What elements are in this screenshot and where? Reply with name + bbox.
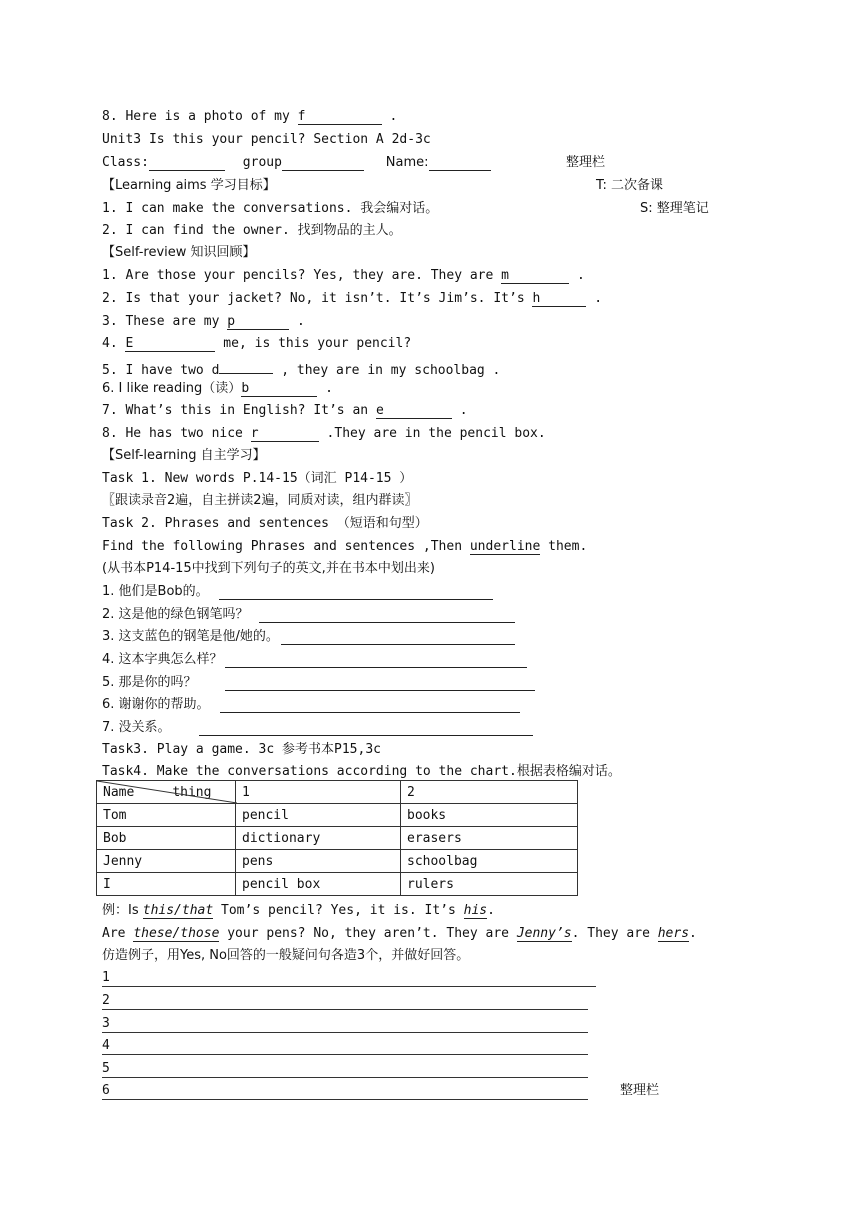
sentence-7: 7. 没关系。 [102, 720, 533, 736]
cell: Jenny [97, 850, 236, 873]
sentence-5: 5. 那是你的吗？ [102, 675, 535, 691]
answer-line[interactable] [281, 630, 515, 645]
answer-line[interactable] [220, 698, 520, 713]
task-1-note: 〖跟读录音2遍，自主拼读2遍，同质对读，组内群读〗 [102, 493, 418, 508]
find-note: (从书本P14-15中找到下列句子的英文,并在书本中划出来) [102, 561, 435, 576]
table-header-row [97, 781, 578, 804]
review-item-6: 6. I like reading（读）b . [102, 381, 333, 396]
header-col-1: 1 [236, 781, 401, 804]
write-line-5[interactable]: 5 [102, 1061, 588, 1078]
example-instruction: 仿造例子，用Yes, No回答的一般疑问句各造3个，并做好回答。 [102, 948, 470, 963]
answer-blank[interactable]: e [376, 404, 452, 419]
task-4: Task4. Make the conversations according to the chart.根据表格编对话。 [102, 764, 621, 779]
cell: dictionary [236, 827, 401, 850]
write-line-2[interactable]: 2 [102, 993, 588, 1010]
unit-title: Unit3 Is this your pencil? Section A 2d-3c [102, 132, 431, 147]
name-blank[interactable] [429, 156, 491, 171]
find-instruction: Find the following Phrases and sentences ,Then underline them. [102, 539, 588, 554]
answer-line[interactable] [225, 676, 535, 691]
sentence-3: 3. 这支蓝色的钢笔是他/她的。 [102, 629, 515, 645]
table-row [97, 850, 578, 873]
example-line-1: 例：Is this/that Tom’s pencil? Yes, it is. It’s his. [102, 903, 495, 918]
review-item-3: 3. These are my p . [102, 314, 305, 329]
answer-blank[interactable] [219, 359, 273, 374]
answer-blank[interactable]: h [532, 292, 586, 307]
class-blank[interactable] [149, 156, 225, 171]
answer-line[interactable] [199, 721, 533, 736]
side-note-s: S: 整理笔记 [640, 201, 709, 216]
aims-heading: 【Learning aims 学习目标】 [102, 178, 276, 193]
write-line-1[interactable]: 1 [102, 970, 596, 987]
write-line-3[interactable]: 3 [102, 1016, 588, 1033]
cell: books [401, 804, 578, 827]
answer-blank[interactable]: E [125, 337, 215, 352]
cell: Bob [97, 827, 236, 850]
answer-blank[interactable]: r [251, 427, 319, 442]
example-line-2: Are these/those your pens? No, they aren’t. They are Jenny’s. They are hers. [102, 926, 697, 941]
write-line-6[interactable]: 6 [102, 1083, 588, 1100]
cell: pens [236, 850, 401, 873]
answer-line[interactable] [225, 653, 527, 668]
sentence-6: 6. 谢谢你的帮助。 [102, 697, 520, 713]
cell: schoolbag [401, 850, 578, 873]
answer-blank[interactable]: p [227, 315, 289, 330]
chart-table [96, 780, 578, 896]
cell: pencil box [236, 873, 401, 896]
aim-item-1: 1. I can make the conversations. 我会编对话。 [102, 201, 439, 216]
answer-blank[interactable]: f [298, 110, 382, 125]
table-row [97, 827, 578, 850]
prev-item-8: 8. Here is a photo of my f . [102, 109, 398, 124]
class-row: Class: group Name: [102, 155, 491, 171]
header-col-2: 2 [401, 781, 578, 804]
answer-line[interactable] [219, 585, 493, 600]
answer-line[interactable] [259, 608, 515, 623]
cell: erasers [401, 827, 578, 850]
aim-item-2: 2. I can find the owner. 找到物品的主人。 [102, 223, 402, 238]
task-3: Task3. Play a game. 3c 参考书本P15,3c [102, 742, 381, 757]
sentence-1: 1. 他们是Bob的。 [102, 584, 493, 600]
review-item-7: 7. What’s this in English? It’s an e . [102, 403, 468, 418]
learning-heading: 【Self-learning 自主学习】 [102, 448, 266, 463]
header-name-thing: Name thing [97, 781, 236, 804]
cell: pencil [236, 804, 401, 827]
review-item-1: 1. Are those your pencils? Yes, they are. They are m . [102, 268, 585, 283]
cell: I [97, 873, 236, 896]
task-2: Task 2. Phrases and sentences （短语和句型） [102, 516, 428, 531]
side-note-zhengli-bottom: 整理栏 [620, 1083, 660, 1098]
sentence-2: 2. 这是他的绿色钢笔吗？ [102, 607, 515, 623]
review-item-2: 2. Is that your jacket? No, it isn’t. It’s Jim’s. It’s h . [102, 291, 603, 306]
write-line-4[interactable]: 4 [102, 1038, 588, 1055]
table-row [97, 873, 578, 896]
review-heading: 【Self-review 知识回顾】 [102, 245, 256, 260]
review-item-8: 8. He has two nice r .They are in the pencil box. [102, 426, 546, 441]
cell: Tom [97, 804, 236, 827]
answer-blank[interactable]: m [501, 269, 569, 284]
review-item-5: 5. I have two d , they are in my schoolbag . [102, 359, 500, 379]
side-note-zhengli: 整理栏 [566, 155, 606, 170]
diagonal-line [97, 781, 237, 803]
side-note-t: T: 二次备课 [596, 178, 664, 193]
group-blank[interactable] [282, 156, 364, 171]
sentence-4: 4. 这本字典怎么样？ [102, 652, 527, 668]
table-row [97, 804, 578, 827]
answer-blank[interactable]: b [241, 382, 317, 397]
cell: rulers [401, 873, 578, 896]
review-item-4: 4. E me, is this your pencil? [102, 336, 412, 351]
task-1: Task 1. New words P.14-15（词汇 P14-15 ） [102, 471, 413, 486]
